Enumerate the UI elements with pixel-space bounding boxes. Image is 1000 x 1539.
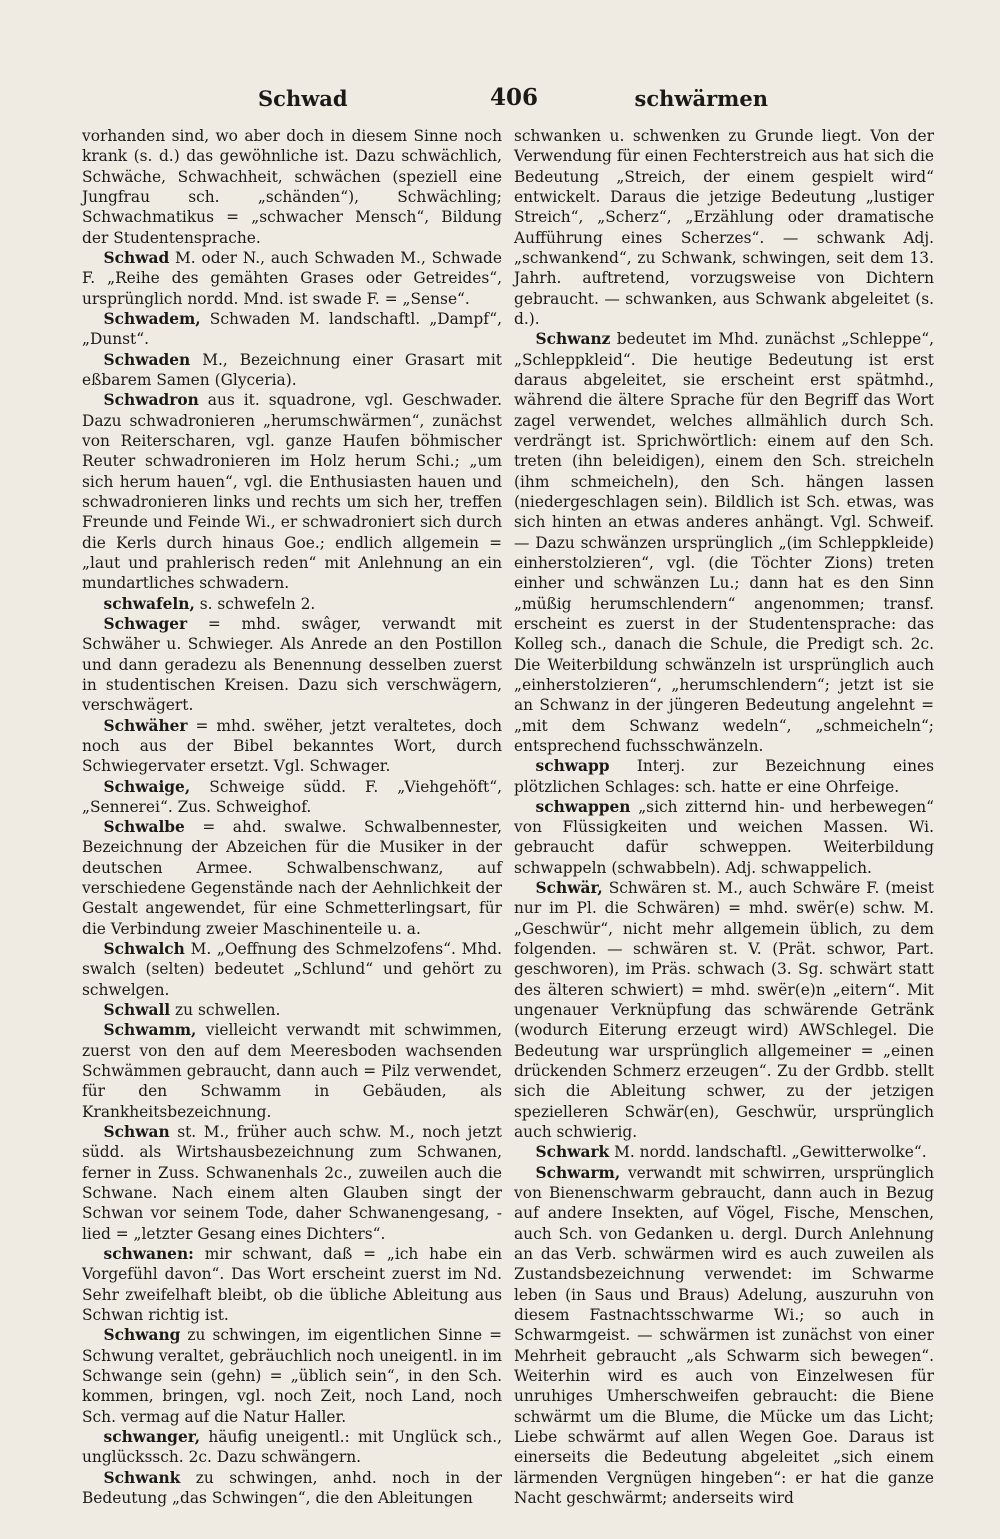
entry-text: = mhd. swëher, jetzt veraltetes, doch noch aus der Bibel bekanntes Wort, durch Schwiegervater ersetzt. Vgl. Schwager. [82, 716, 502, 776]
dictionary-entry [82, 390, 502, 593]
page-number: 406 [490, 84, 539, 111]
entry-text: zu schwingen, anhd. noch in der Bedeutung „das Schwingen“, die den Ableitungen [82, 1468, 502, 1507]
dictionary-entry [82, 1244, 502, 1325]
dictionary-entry [514, 878, 934, 1142]
dictionary-entry [514, 797, 934, 878]
dictionary-entry [82, 614, 502, 716]
right-column [514, 126, 934, 1508]
dictionary-entry [514, 329, 934, 756]
entry-headword: Schwager [103, 614, 188, 633]
dictionary-entry [82, 1325, 502, 1427]
running-head-left: Schwad [258, 86, 348, 111]
dictionary-entry [82, 350, 502, 391]
entry-text: s. schwefeln 2. [194, 594, 316, 613]
entry-text: bedeutet im Mhd. zunächst „Schleppe“, „Schleppkleid“. Die heutige Bedeutung ist erst daraus abgeleitet, sie erscheint erst spätmhd., während die ältere Sprache für den Begriff das Wort zagel verwendet, welches allmählich durch Sch. verdrängt ist. Sprichwörtlich: einem auf den Sch. treten (ihn beleidigen), einem den Sch. streicheln (ihm schmeicheln), den Sch. hängen lassen (niedergeschlagen sein). Bildlich ist Sch. etwas, was sich hinten an etwas anderes anhängt. Vgl. Schweif. — Dazu schwänzen ursprünglich „(im Schleppkleide) einherstolzieren“, vgl. (die Töchter Zions) treten einher und schwänzen Lu.; dann hat es den Sinn „müßig herumschlendern“ angenommen; transf. erscheint es zuerst in der Studentensprache: das Kolleg sch., danach die Schule, die Predigt sch. 2c. Die Weiterbildung schwänzeln ist ursprünglich auch „einherstolzieren“, „herumschlendern“; jetzt ist sie an Schwanz in der jüngeren Bedeutung angelehnt = „mit dem Schwanz wedeln“, „schmeicheln“; entsprechend fuchsschwänzeln. [514, 330, 934, 755]
entry-text: M. „Oeffnung des Schmelzofens“. Mhd. swalch (selten) bedeutet „Schlund“ und gehört zu schwelgen. [82, 940, 502, 999]
dictionary-entry [514, 1163, 934, 1509]
entry-text: vorhanden sind, wo aber doch in diesem Sinne noch krank (s. d.) das gewöhnliche ist. Dazu schwächlich, Schwäche, Schwachheit, schwächen (speziell eine Jungfrau sch. „schänden“), Schwächling; Schwachmatikus = „schwacher Mensch“, Bildung der Studentensprache. [82, 127, 502, 247]
entry-headword: schwanen: [103, 1245, 194, 1264]
entry-text: zu schwingen, im eigentlichen Sinne = Schwung veraltet, gebräuchlich noch uneigentl. in im Schwange sein (gehn) = „üblich sein“, in den Sch. kommen, bringen, vgl. noch Zeit, noch Land, noch Sch. vermag auf die Natur Haller. [82, 1326, 502, 1426]
entry-headword: Schwank [103, 1468, 181, 1487]
entry-headword: Schwad [103, 248, 170, 267]
dictionary-entry [82, 1427, 502, 1468]
entry-headword: Schwamm, [103, 1021, 197, 1040]
entry-headword: schwanger, [103, 1428, 201, 1446]
dictionary-entry [82, 777, 502, 818]
running-head-right: schwärmen [634, 86, 768, 111]
dictionary-entry [514, 756, 934, 797]
entry-text: M. nordd. landschaftl. „Gewitterwolke“. [609, 1143, 927, 1162]
dictionary-entry [514, 126, 934, 329]
entry-text: „sich zitternd hin- und herbewegen“ von Flüssigkeiten und weichen Massen. Wi. gebraucht dafür schweppen. Weiterbildung schwappeln (schwabbeln). Adj. schwappelich. [514, 797, 934, 877]
entry-text: M., Bezeichnung einer Grasart mit eßbarem Samen (Glyceria). [82, 350, 502, 389]
entry-text: schwanken u. schwenken zu Grunde liegt. Von der Verwendung für einen Fechterstreich aus hat sich die Bedeutung „Streich, der einem gespielt wird“ entwickelt. Daraus die jetzige Bedeutung „lustiger Streich“, „Scherz“, „Erzählung oder dramatische Aufführung eines Scherzes“. — schwank Adj. „schwankend“, zu Schwank, schwingen, seit dem 13. Jahrh. auftretend, vorzugsweise von Dichtern gebraucht. — schwanken, aus Schwank abgeleitet (s. d.). [514, 127, 934, 328]
dictionary-entry [82, 1122, 502, 1244]
entry-headword: Schwanz [535, 330, 611, 349]
entry-headword: Schwark [535, 1143, 610, 1162]
entry-text: = ahd. swalwe. Schwalbennester, Bezeichnung der Abzeichen für die Musiker in der deutschen Armee. Schwalbenschwanz, auf verschiedene Gegenstände nach der Aehnlichkeit der Gestalt angewendet, für eine Schmetterlingsart, für die Verbindung zweier Maschinenteile u. a. [82, 818, 502, 938]
page-header [82, 80, 938, 120]
entry-headword: schwapp [535, 757, 610, 776]
entry-text: Schwären st. M., auch Schwäre F. (meist nur im Pl. die Schwären) = mhd. swër(e) schw. M. „Geschwür“, nicht mehr allgemein üblich, zu dem folgenden. — schwären st. V. (Prät. schwor, Part. geschworen), im Präs. schwach (3. Sg. schwärt statt des älteren schwiert) = mhd. swër(e)n „eitern“. Mit ungenauer Verknüpfung das schwärende Getränk (wodurch Eiterung erzeugt wird) AWSchlegel. Die Bedeutung war ursprünglich allgemeiner = „einen drückenden Schmerz erzeugen“. Zu der Grdbb. stellt sich die Ableitung schwer, zu der jetzigen spezielleren Schwär(en), Geschwür, ursprünglich auch schwierig. [514, 879, 934, 1142]
entry-headword: Schwadem, [103, 309, 201, 328]
entry-text: häufig uneigentl.: mit Unglück sch., unglückssch. 2c. Dazu schwängern. [82, 1428, 502, 1467]
entry-text: st. M., früher auch schw. M., noch jetzt südd. als Wirtshausbezeichnung zum Schwanen, ferner in Zuss. Schwanenhals 2c., zuweilen auch die Schwane. Nach einem alten Glauben singt der Schwan vor seinem Tode, daher Schwanengesang, -lied = „letzter Gesang eines Dichters“. [82, 1123, 502, 1243]
dictionary-entry [82, 817, 502, 939]
dictionary-entry [82, 594, 502, 614]
dictionary-entry [82, 1020, 502, 1122]
entry-headword: Schwäher [103, 716, 188, 735]
entry-text: zu schwellen. [170, 1001, 281, 1020]
dictionary-entry [82, 126, 502, 248]
entry-headword: Schwalch [103, 940, 185, 959]
entry-text: = mhd. swâger, verwandt mit Schwäher u. Schwieger. Als Anrede an den Postillon und dann geradezu als Benennung desselben zuerst in studentischen Kreisen. Dazu sich verschwägern, verschwägert. [82, 614, 502, 715]
entry-text: M. oder N., auch Schwaden M., Schwade F. „Reihe des gemähten Grases oder Getreides“, ursprünglich nordd. Mnd. ist swade F. = „Sense“. [82, 248, 502, 308]
left-column [82, 126, 502, 1508]
entry-headword: Schwall [103, 1001, 171, 1020]
entry-headword: Schwang [103, 1326, 181, 1345]
entry-headword: schwappen [535, 797, 631, 816]
entry-text: mir schwant, daß = „ich habe ein Vorgefühl davon“. Das Wort erscheint zuerst im Nd. Sehr zweifelhaft bleibt, ob die übliche Ableitung aus Schwan richtig ist. [82, 1245, 502, 1325]
entry-text: vielleicht verwandt mit schwimmen, zuerst von den auf dem Meeresboden wachsenden Schwämmen gebraucht, dann auch = Pilz verwendet, für den Schwamm in Gebäuden, als Krankheitsbezeichnung. [82, 1021, 502, 1121]
dictionary-entry [82, 716, 502, 777]
entry-text: verwandt mit schwirren, ursprünglich von Bienenschwarm gebraucht, dann auch in Bezug auf andere Insekten, auf Vögel, Fische, Menschen, auch Sch. von Gedanken u. dergl. Durch Anlehnung an das Verb. schwärmen wird es auch zuweilen als Zustandsbezeichnung verwendet: im Schwarme leben (in Saus und Braus) Adelung, auszuruhn von diesem Fastnachtsschwarme Wi.; so auch in Schwarmgeist. — schwärmen ist zunächst von einer Mehrheit gebraucht „als Schwarm sich bewegen“. Weiterhin wird es auch von Einzelwesen für unruhiges Umherschweifen gebraucht: die Biene schwärmt um die Blume, die Mücke um das Licht; Liebe schwärmt auf allen Wegen Goe. Daraus ist einerseits die Bedeutung abgeleitet „sich einem lärmenden Vergnügen hingeben“: er hat die ganze Nacht geschwärmt; anderseits wird [514, 1163, 934, 1507]
entry-headword: Schwaden [103, 350, 191, 369]
entry-headword: schwafeln, [103, 594, 195, 613]
dictionary-entry [82, 1000, 502, 1020]
entry-text: Schwaden M. landschaftl. „Dampf“, „Dunst“. [82, 309, 502, 349]
dictionary-entry [82, 939, 502, 1000]
entry-headword: Schwär, [535, 879, 603, 898]
entry-text: Interj. zur Bezeichnung eines plötzlichen Schlages: sch. hatte er eine Ohrfeige. [514, 757, 934, 796]
entry-headword: Schwan [103, 1123, 170, 1142]
entry-text: aus it. squadrone, vgl. Geschwader. Dazu schwadronieren „herumschwärmen“, zunächst von Reiterscharen, vgl. ganze Haufen böhmischer Reuter schwadronieren im Holz herum Schi.; „um sich herum hauen“, vgl. die Enthusiasten hauen und schwadronieren links und rechts um sich her, treffen Freunde und Feinde Wi., er schwadroniert sich durch die Kerls durch hinaus Goe.; endlich allgemein = „laut und prahlerisch reden“ mit Anlehnung an ein mundartliches schwadern. [82, 391, 502, 593]
dictionary-entry [82, 248, 502, 309]
entry-headword: Schwadron [103, 391, 199, 410]
entry-text: Schweige südd. F. „Viehgehöft“, „Sennerei“. Zus. Schweighof. [82, 777, 502, 816]
dictionary-entry [514, 1142, 934, 1162]
entry-headword: Schwaige, [103, 777, 191, 796]
dictionary-entry [82, 309, 502, 350]
entry-headword: Schwarm, [535, 1163, 621, 1182]
entry-headword: Schwalbe [103, 818, 185, 837]
dictionary-entry [82, 1468, 502, 1509]
